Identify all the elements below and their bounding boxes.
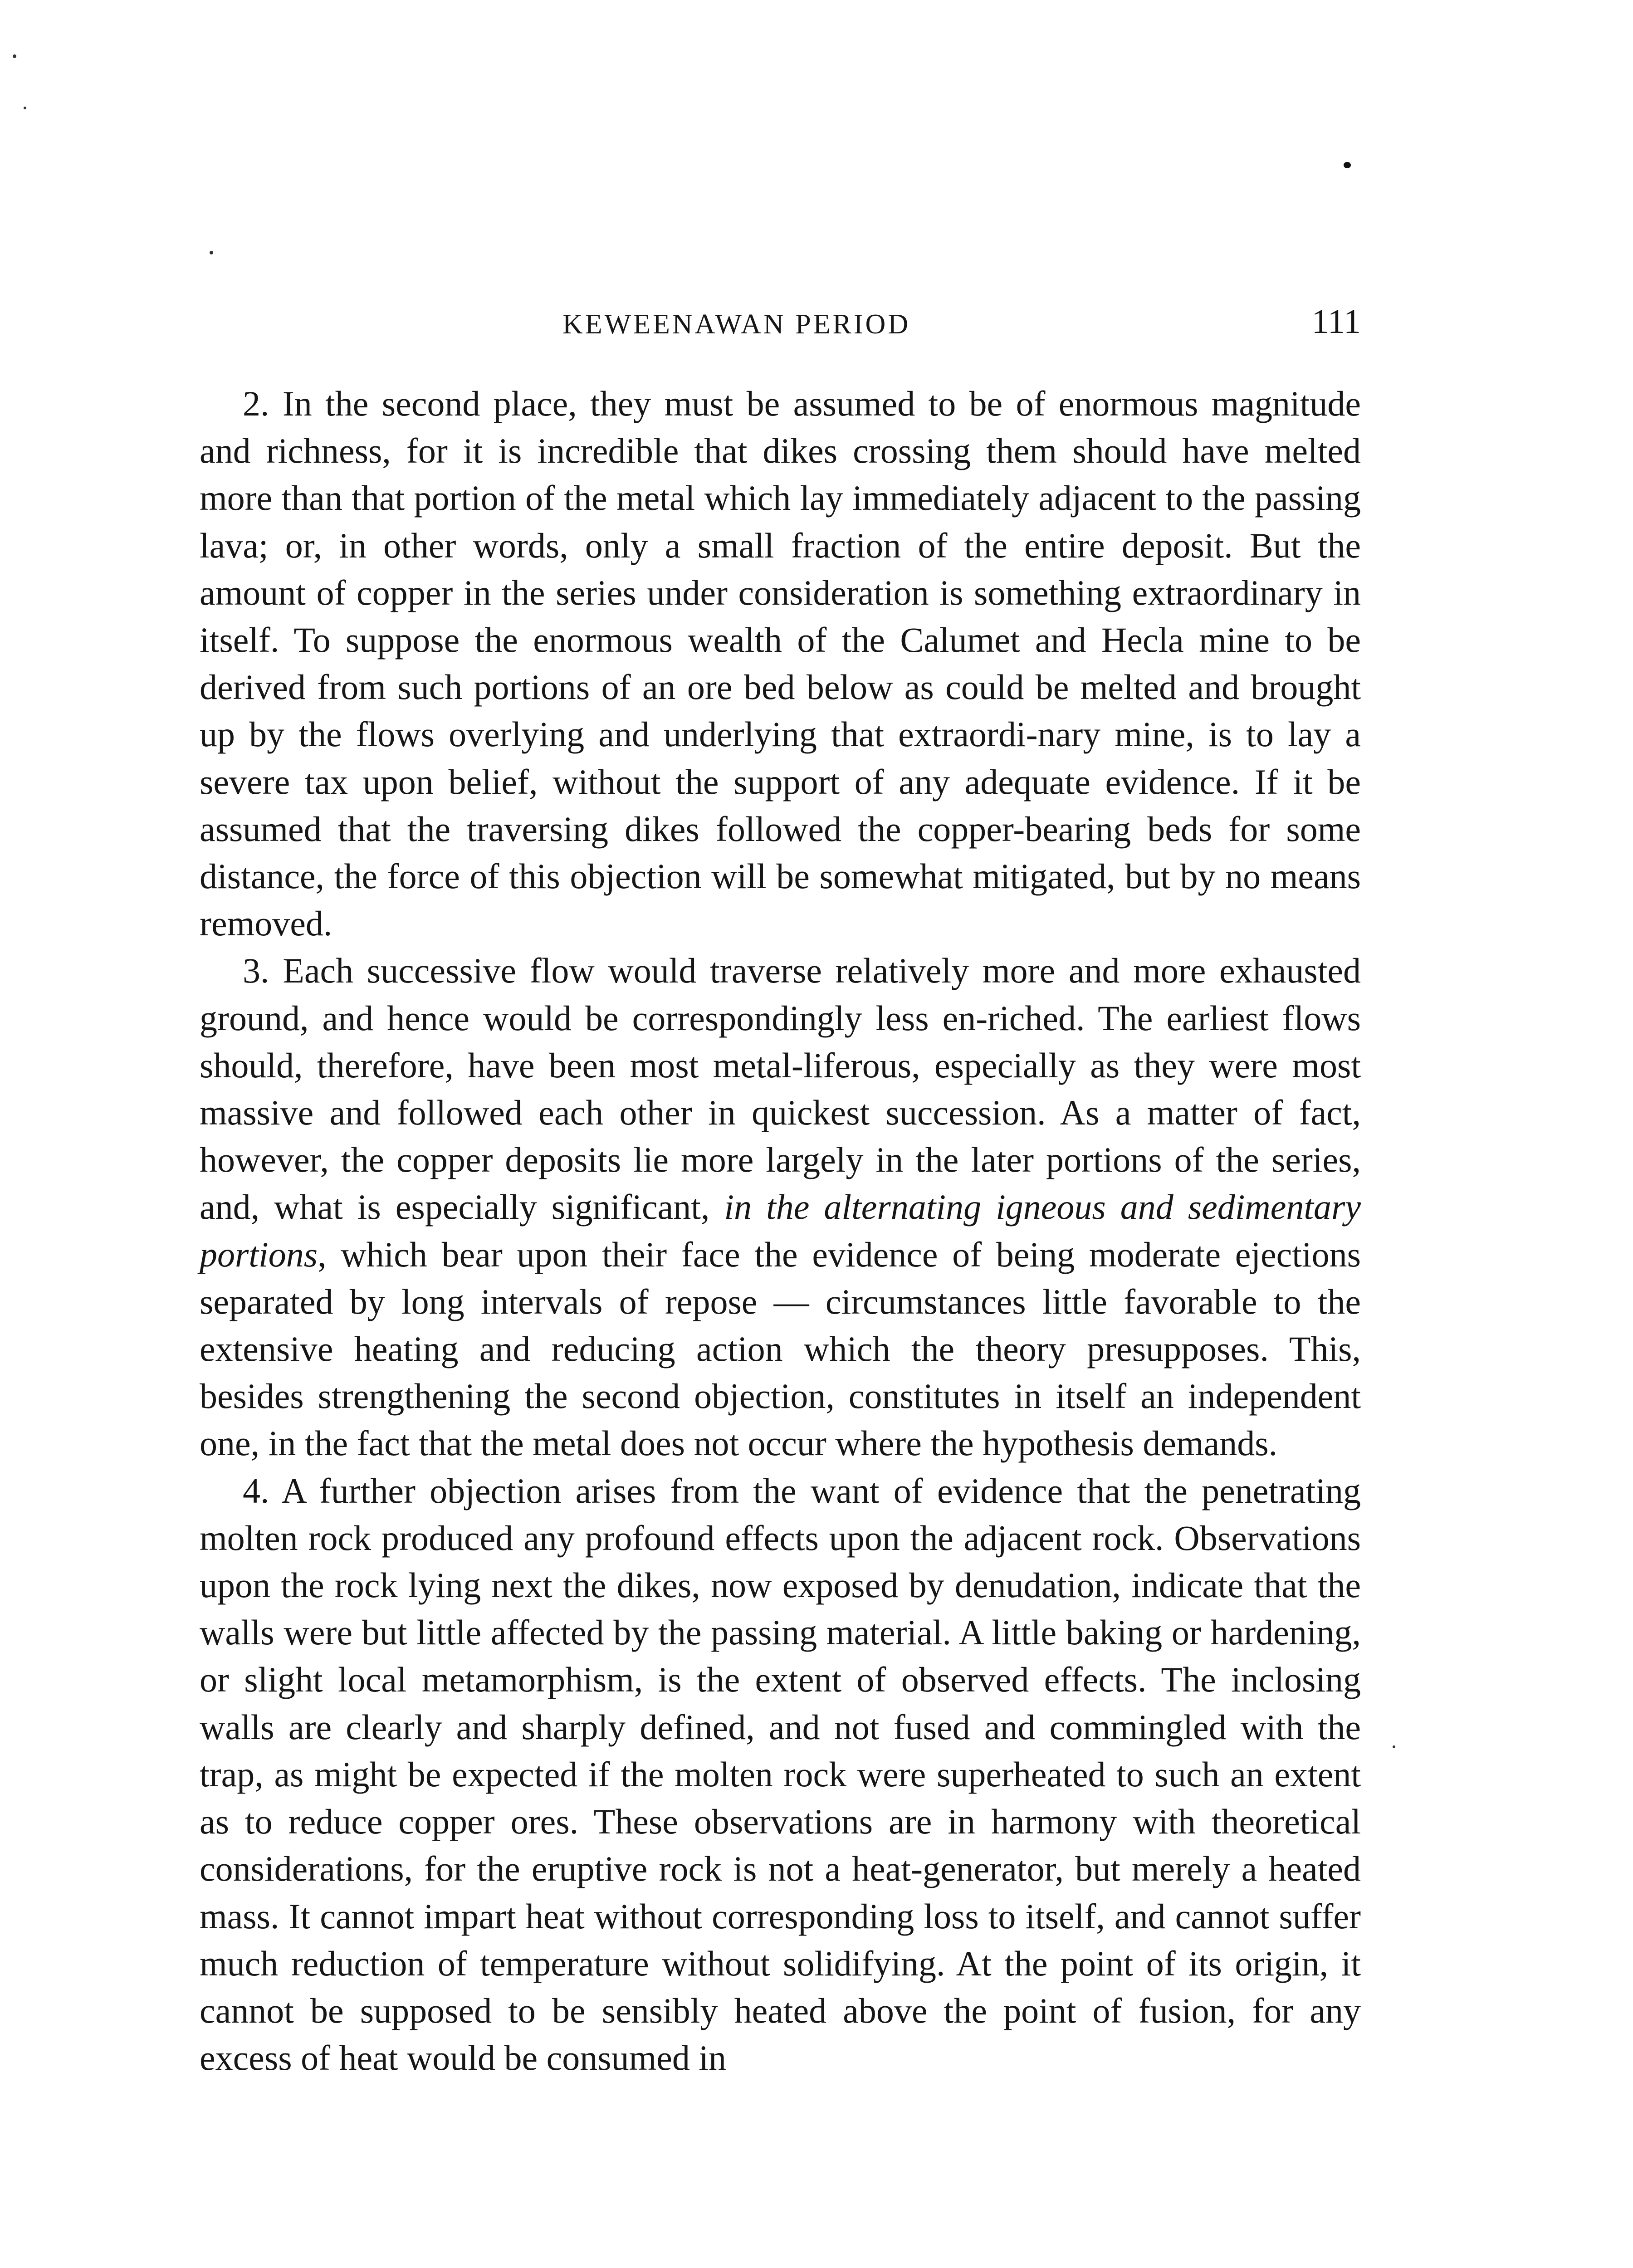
dust-speck (24, 107, 26, 109)
page-number: 111 (1311, 303, 1361, 341)
italic-emphasis: in the alternating igneous and sedimentary portions (200, 1187, 1361, 1274)
paragraph-text: 2. In the second place, they must be assumed to be of enormous magnitude and richness, for it is incredible that dikes crossing them should have melted more than that portion of the metal which lay immediately adjacent to the passing lava; or, in other words, only a small fraction of the entire deposit. But the amount of copper in the series under consideration is something extraordinary in itself. To suppose the enormous wealth of the Calumet and Hecla mine to be derived from such portions of an ore bed below as could be melted and brought up by the flows overlying and underlying that extraordi-nary mine, is to lay a severe tax upon belief, without the support of any adequate evidence. If it be assumed that the traversing dikes followed the copper-bearing beds for some distance, the force of this objection will be somewhat mitigated, but by no means removed. (200, 384, 1361, 943)
dust-speck (13, 54, 16, 58)
dust-speck (1344, 162, 1351, 168)
paragraph-objection-3 (200, 947, 1361, 1467)
body-text (200, 380, 1361, 2082)
dust-speck (210, 251, 213, 254)
paragraph-text: 4. A further objection arises from the want of evidence that the penetrating molten rock produced any profound effects upon the adjacent rock. Observations upon the rock lying next the dikes, now exposed by denudation, indicate that the walls were but little affected by the passing material. A little baking or hardening, or slight local metamorphism, is the extent of observed effects. The inclosing walls are clearly and sharply defined, and not fused and commingled with the trap, as might be expected if the molten rock were superheated to such an extent as to reduce copper ores. These observations are in harmony with theoretical considerations, for the eruptive rock is not a heat-generator, but merely a heated mass. It cannot impart heat without corresponding loss to itself, and cannot suffer much reduction of temperature without solidifying. At the point of its origin, it cannot be supposed to be sensibly heated above the point of fusion, for any excess of heat would be consumed in (200, 1471, 1361, 2078)
paragraph-objection-2 (200, 380, 1361, 947)
paragraph-objection-4 (200, 1467, 1361, 2082)
dust-speck (1393, 1745, 1395, 1748)
running-title: KEWEENAWAN PERIOD (562, 309, 911, 340)
running-head (200, 302, 1361, 347)
paragraph-text: 3. Each successive flow would traverse relatively more and more exhausted ground, and hence would be correspondingly less en-riched. The earliest flows should, therefore, have been most metal-liferous, especially as they were most massive and followed each other in quickest succession. As a matter of fact, however, the copper deposits lie more largely in the later portions of the series, and, what is especially significant, (200, 951, 1361, 1227)
paragraph-text: , which bear upon their face the evidence of being moderate ejections separated by long intervals of repose — circumstances little favorable to the extensive heating and reducing action which the theory presupposes. This, besides strengthening the second objection, constitutes in itself an independent one, in the fact that the metal does not occur where the hypothesis demands. (200, 1234, 1361, 1463)
